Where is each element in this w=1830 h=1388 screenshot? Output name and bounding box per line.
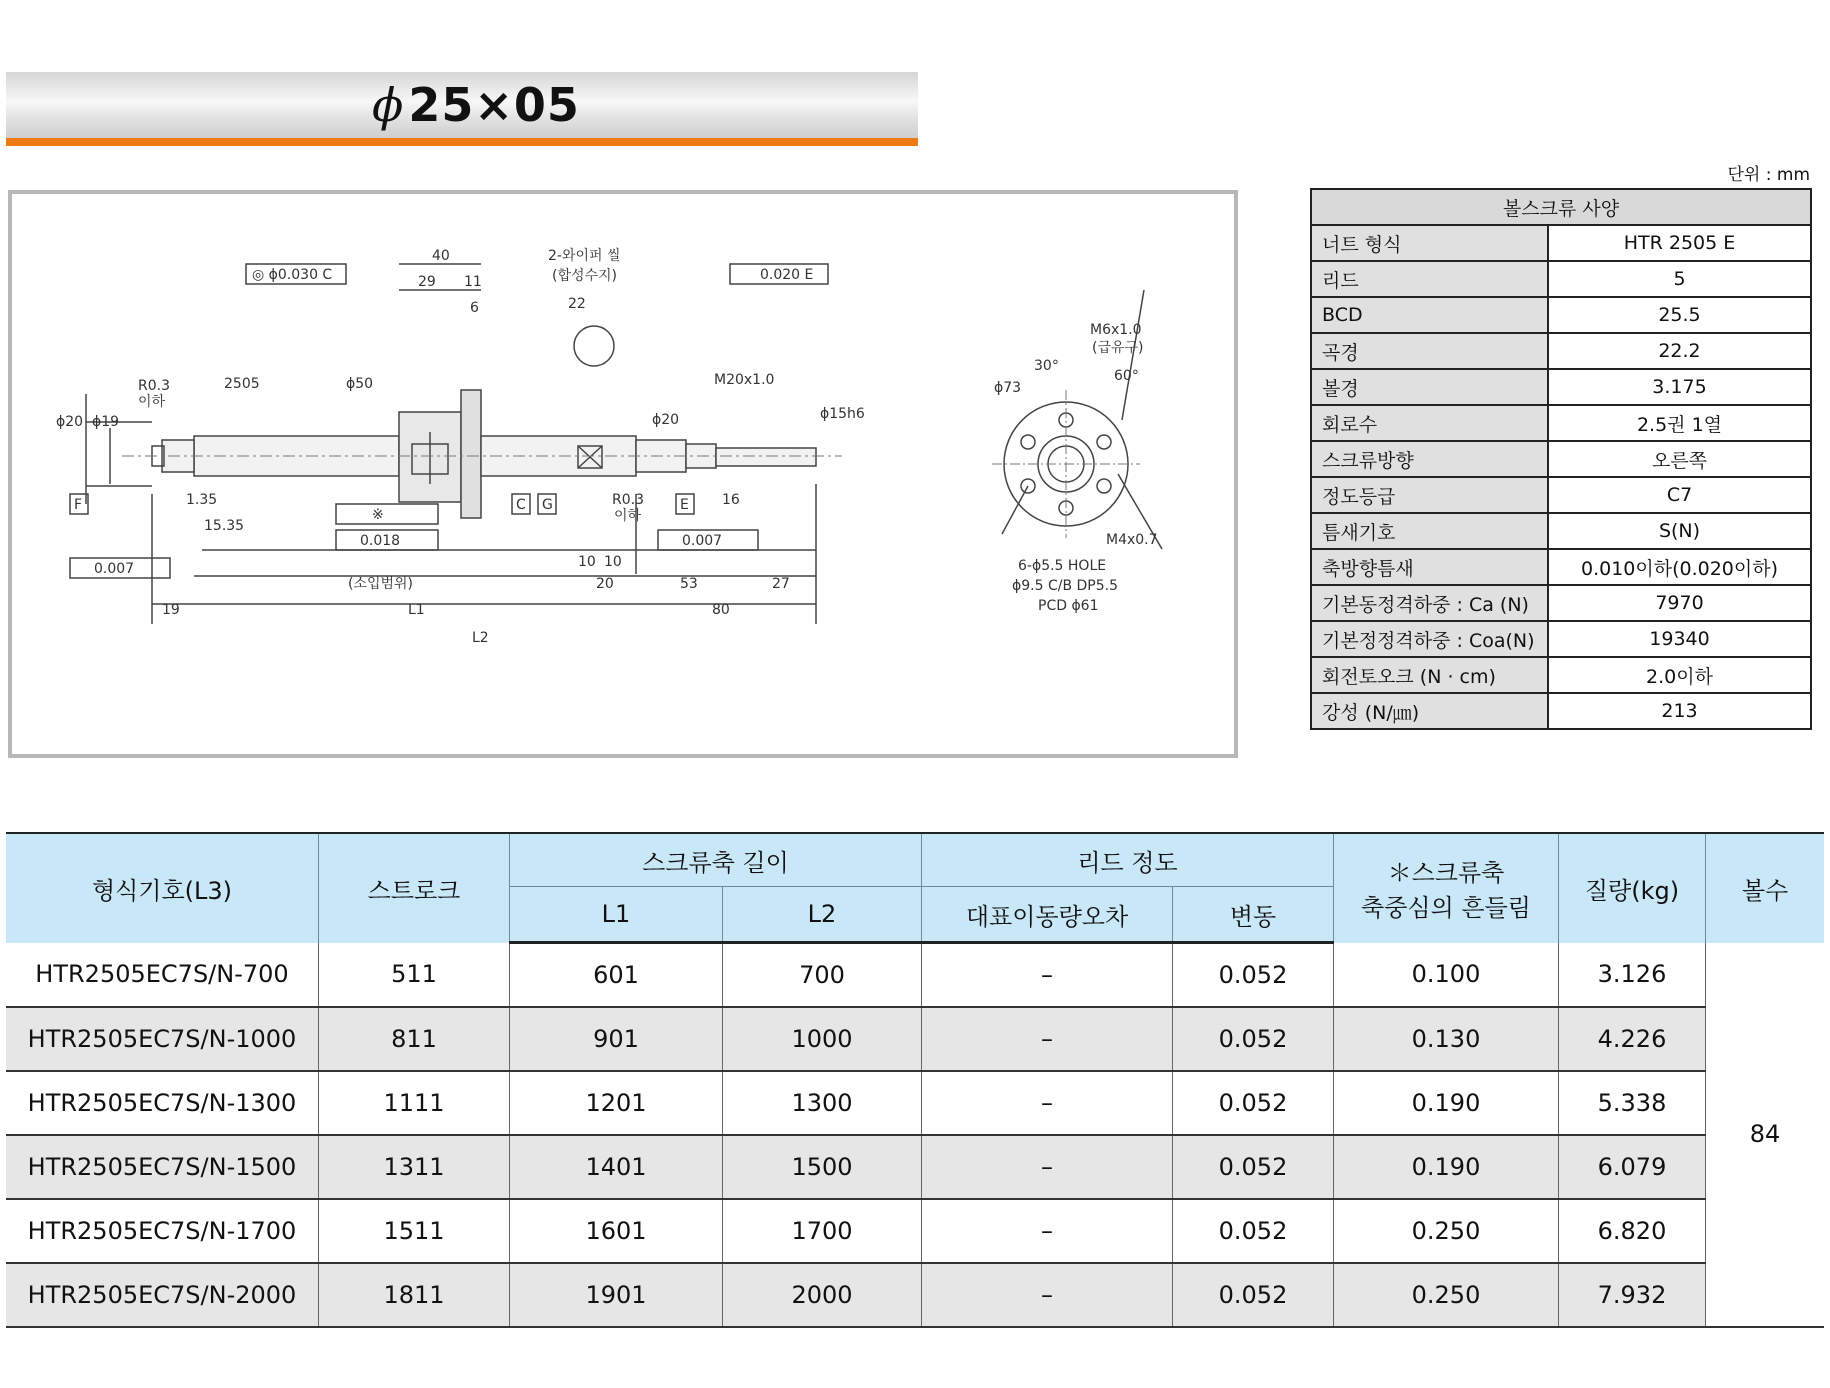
phi19: ϕ19	[92, 414, 120, 430]
cell-rep: –	[922, 1263, 1173, 1327]
spec-row	[1311, 585, 1811, 621]
spec-value: 2.5권 1열	[1548, 405, 1811, 441]
spec-row	[1311, 549, 1811, 585]
technical-drawing	[8, 190, 1238, 758]
header-variation: 변동	[1173, 887, 1334, 943]
dim-15-35: 15.35	[204, 518, 245, 534]
wiper-seal-label: 2-와이퍼 씰	[548, 248, 621, 264]
spec-value: C7	[1548, 477, 1811, 513]
dim-10b: 10	[604, 554, 622, 570]
r03-top: R0.3	[138, 378, 170, 394]
cell-rep: –	[922, 943, 1173, 1008]
cell-stroke: 1511	[319, 1199, 510, 1263]
table-row	[6, 1071, 1824, 1135]
phi20-left: ϕ20	[56, 414, 84, 430]
angle-30: 30°	[1034, 358, 1059, 374]
spec-value: 22.2	[1548, 333, 1811, 369]
spec-value: S(N)	[1548, 513, 1811, 549]
spec-value: 오른쪽	[1548, 441, 1811, 477]
spec-label: 축방향틈새	[1311, 549, 1548, 585]
cell-l2: 1000	[723, 1007, 922, 1071]
dim-10a: 10	[578, 554, 596, 570]
dim-20: 20	[596, 576, 614, 592]
spec-label: 스크류방향	[1311, 441, 1548, 477]
perp-0018: 0.018	[360, 533, 401, 549]
cell-l2: 2000	[723, 1263, 922, 1327]
spec-row	[1311, 477, 1811, 513]
spec-label: 회전토오크 (N · cm)	[1311, 657, 1548, 693]
dim-29: 29	[418, 274, 436, 290]
cell-stroke: 1311	[319, 1135, 510, 1199]
table-row	[6, 943, 1824, 1008]
spec-label: 기본동정격하중 : Ca (N)	[1311, 585, 1548, 621]
cell-var: 0.052	[1173, 943, 1334, 1008]
cell-model: HTR2505EC7S/N-2000	[6, 1263, 319, 1327]
cell-rep: –	[922, 1007, 1173, 1071]
insert-range: (소입범위)	[348, 576, 414, 592]
table-row	[6, 1135, 1824, 1199]
cell-l1: 1401	[510, 1135, 723, 1199]
spec-label: 정도등급	[1311, 477, 1548, 513]
datum-g: G	[542, 497, 553, 513]
header-mass: 질량(kg)	[1559, 833, 1706, 943]
cell-l2: 1700	[723, 1199, 922, 1263]
spec-value: 3.175	[1548, 369, 1811, 405]
cell-runout: 0.190	[1334, 1135, 1559, 1199]
cell-runout: 0.190	[1334, 1071, 1559, 1135]
cell-model: HTR2505EC7S/N-700	[6, 943, 319, 1008]
header-model: 형식기호(L3)	[6, 833, 319, 943]
cell-l2: 1500	[723, 1135, 922, 1199]
cell-rep: –	[922, 1135, 1173, 1199]
spec-row	[1311, 513, 1811, 549]
ball-screw-spec-table	[1310, 188, 1812, 730]
header-l2: L2	[723, 887, 922, 943]
dim-40: 40	[432, 248, 450, 264]
dim-L1: L1	[408, 602, 425, 618]
page-title	[372, 72, 580, 138]
cell-runout: 0.250	[1334, 1199, 1559, 1263]
datum-c: C	[516, 497, 526, 513]
spec-label: 너트 형식	[1311, 225, 1548, 261]
cell-rep: –	[922, 1071, 1173, 1135]
cell-runout: 0.100	[1334, 943, 1559, 1008]
cell-model: HTR2505EC7S/N-1000	[6, 1007, 319, 1071]
header-runout-line2: 축중심의 흔들림	[1361, 894, 1531, 923]
title-text: 25×05	[408, 78, 580, 132]
cell-model: HTR2505EC7S/N-1500	[6, 1135, 319, 1199]
product-table	[6, 832, 1824, 1328]
hole-spec-2: ϕ9.5 C/B DP5.5	[1012, 578, 1118, 594]
cell-l1: 1201	[510, 1071, 723, 1135]
spec-value: HTR 2505 E	[1548, 225, 1811, 261]
phi73: ϕ73	[994, 380, 1022, 396]
cell-model: HTR2505EC7S/N-1700	[6, 1199, 319, 1263]
cell-ball-count: 84	[1706, 943, 1825, 1328]
grease-port: (급유구)	[1092, 340, 1144, 356]
cell-runout: 0.130	[1334, 1007, 1559, 1071]
concentricity-callout: ◎ ϕ0.030 C	[252, 267, 333, 283]
spec-label: 틈새기호	[1311, 513, 1548, 549]
header-rep-error: 대표이동량오차	[922, 887, 1173, 943]
dim-80: 80	[712, 602, 730, 618]
header-stroke: 스트로크	[319, 833, 510, 943]
spec-value: 19340	[1548, 621, 1811, 657]
table-row	[6, 1263, 1824, 1327]
cell-stroke: 811	[319, 1007, 510, 1071]
cell-var: 0.052	[1173, 1263, 1334, 1327]
spec-row	[1311, 405, 1811, 441]
runout-callout: 0.020 E	[760, 267, 814, 283]
m6-thread: M6x1.0	[1090, 322, 1142, 338]
cell-l1: 1601	[510, 1199, 723, 1263]
cell-l1: 601	[510, 943, 723, 1008]
dim-6: 6	[470, 300, 479, 316]
cell-mass: 4.226	[1559, 1007, 1706, 1071]
datum-e: E	[680, 497, 689, 513]
datum-f: F	[74, 497, 83, 513]
table-row	[6, 1199, 1824, 1263]
table-row	[6, 1007, 1824, 1071]
cell-stroke: 1811	[319, 1263, 510, 1327]
spec-value: 5	[1548, 261, 1811, 297]
dim-53: 53	[680, 576, 698, 592]
spec-row	[1311, 657, 1811, 693]
spec-header: 볼스크류 사양	[1311, 189, 1811, 225]
dim-22: 22	[568, 296, 586, 312]
drawing-svg	[12, 194, 1234, 754]
phi50: ϕ50	[346, 376, 374, 392]
cell-rep: –	[922, 1199, 1173, 1263]
spec-row	[1311, 333, 1811, 369]
cell-var: 0.052	[1173, 1007, 1334, 1071]
dim-11: 11	[464, 274, 482, 290]
cell-l2: 1300	[723, 1071, 922, 1135]
phi20-right: ϕ20	[652, 412, 680, 428]
header-shaft-length: 스크류축 길이	[510, 833, 922, 887]
spec-row	[1311, 297, 1811, 333]
title-underline	[6, 138, 918, 146]
resin-label: (합성수지)	[552, 268, 618, 284]
header-balls: 볼수	[1706, 833, 1825, 943]
spec-row	[1311, 621, 1811, 657]
spec-value: 2.0이하	[1548, 657, 1811, 693]
perp-symbol: ※	[372, 507, 384, 523]
spec-label: 강성 (N/㎛)	[1311, 693, 1548, 729]
ihaa-top: 이하	[138, 394, 166, 410]
m4-thread: M4x0.7	[1106, 532, 1158, 548]
spec-row	[1311, 225, 1811, 261]
r03-bottom: R0.3	[612, 492, 644, 508]
spec-row	[1311, 261, 1811, 297]
ihaa-bottom: 이하	[614, 508, 642, 524]
phi15h6: ϕ15h6	[820, 406, 865, 422]
spec-row	[1311, 441, 1811, 477]
cell-var: 0.052	[1173, 1199, 1334, 1263]
hole-spec-3: PCD ϕ61	[1038, 598, 1099, 614]
cell-l2: 700	[723, 943, 922, 1008]
unit-label: 단위 : mm	[1727, 165, 1810, 185]
cell-var: 0.052	[1173, 1135, 1334, 1199]
cell-mass: 7.932	[1559, 1263, 1706, 1327]
hole-spec-1: 6-ϕ5.5 HOLE	[1018, 558, 1107, 574]
spec-value: 25.5	[1548, 297, 1811, 333]
spec-label: BCD	[1311, 297, 1548, 333]
dim-19: 19	[162, 602, 180, 618]
angle-60: 60°	[1114, 368, 1139, 384]
header-lead-accuracy: 리드 정도	[922, 833, 1334, 887]
spec-row	[1311, 693, 1811, 729]
cell-stroke: 1111	[319, 1071, 510, 1135]
cell-model: HTR2505EC7S/N-1300	[6, 1071, 319, 1135]
m20-thread: M20x1.0	[714, 372, 775, 388]
header-l1: L1	[510, 887, 723, 943]
cell-var: 0.052	[1173, 1071, 1334, 1135]
spec-label: 볼경	[1311, 369, 1548, 405]
spec-row	[1311, 369, 1811, 405]
dim-16: 16	[722, 492, 740, 508]
model-2505: 2505	[224, 376, 260, 392]
spec-label: 리드	[1311, 261, 1548, 297]
cell-mass: 6.820	[1559, 1199, 1706, 1263]
dim-1-35: 1.35	[186, 492, 218, 508]
diameter-symbol: ϕ	[372, 78, 405, 132]
cell-mass: 5.338	[1559, 1071, 1706, 1135]
dim-27: 27	[772, 576, 790, 592]
cell-mass: 6.079	[1559, 1135, 1706, 1199]
spec-value: 0.010이하(0.020이하)	[1548, 549, 1811, 585]
cell-l1: 901	[510, 1007, 723, 1071]
perp-0007-e: 0.007	[682, 533, 723, 549]
spec-label: 곡경	[1311, 333, 1548, 369]
spec-label: 기본정정격하중 : Coa(N)	[1311, 621, 1548, 657]
spec-value: 7970	[1548, 585, 1811, 621]
spec-label: 회로수	[1311, 405, 1548, 441]
cell-l1: 1901	[510, 1263, 723, 1327]
perp-0007-f: 0.007	[94, 561, 135, 577]
header-runout-line1: ＊스크류축	[1387, 859, 1505, 888]
cell-runout: 0.250	[1334, 1263, 1559, 1327]
dim-L2: L2	[472, 630, 489, 646]
header-runout	[1334, 833, 1559, 943]
cell-mass: 3.126	[1559, 943, 1706, 1008]
spec-value: 213	[1548, 693, 1811, 729]
cell-stroke: 511	[319, 943, 510, 1008]
